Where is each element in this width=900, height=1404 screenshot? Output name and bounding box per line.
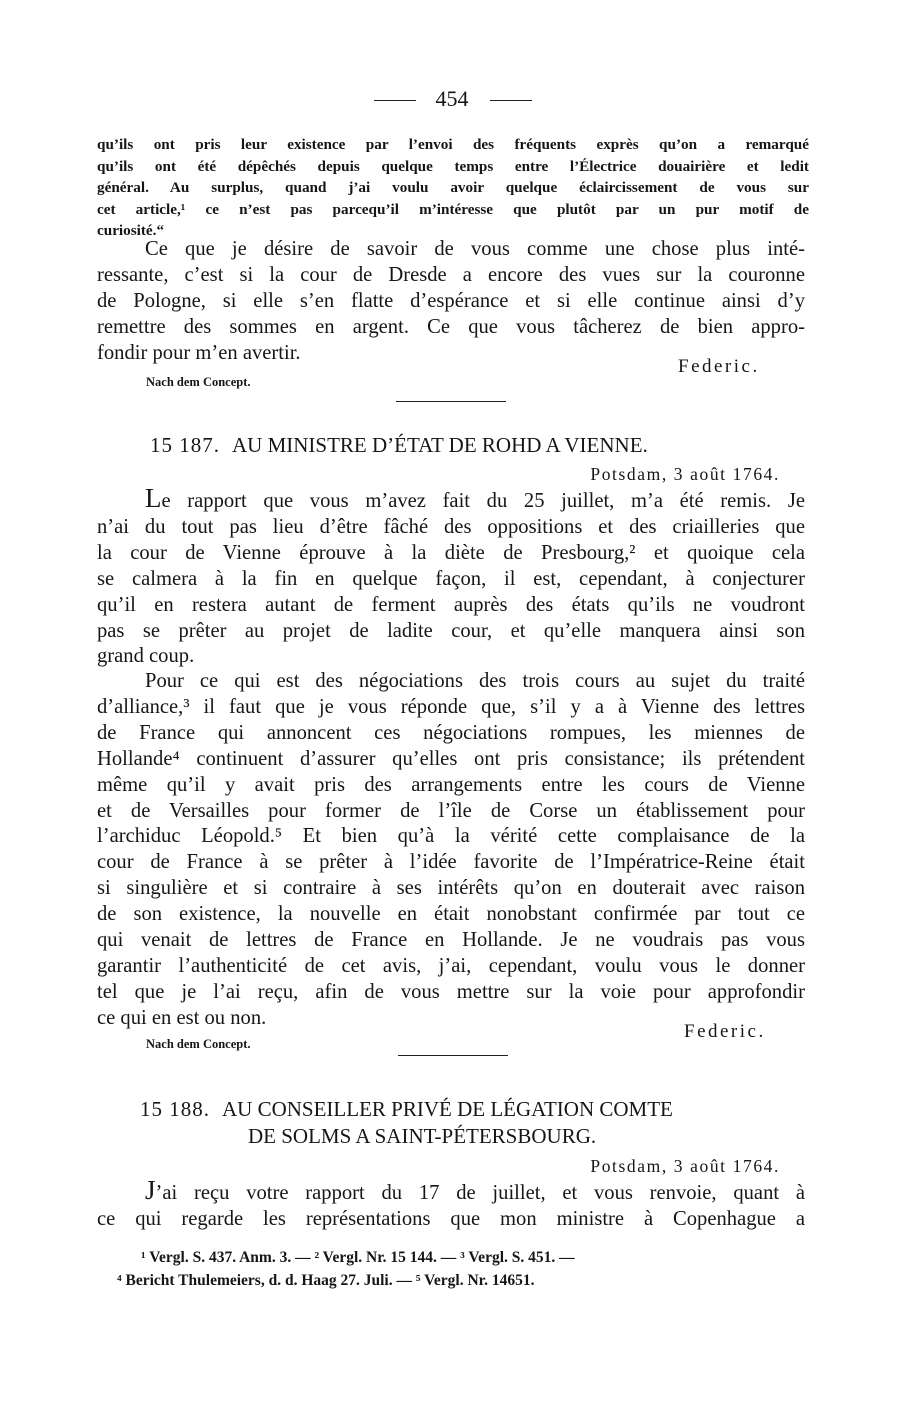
paragraph-line: de son existence, la nouvelle en était nonobstant confirmée par tout ce [97,903,805,926]
continuation-quote [97,134,809,242]
paragraph-line: Pour ce qui est des négociations des trois cours au sujet du traité [145,670,805,692]
paragraph-line: l’archiduc Léopold.⁵ Et bien qu’à la vérité cette complaisance de la [97,825,805,848]
footnote-line: ⁴ Bericht Thulemeiers, d. d. Haag 27. Juli. — ⁵ Vergl. Nr. 14651. [117,1272,535,1289]
signature: Federic. [684,1021,766,1042]
paragraph-line: se calmera à la fin en quelque façon, il est, cependant, à conjecturer [97,567,805,590]
header-rule-right [490,100,532,101]
source-note: Nach dem Concept. [146,1037,251,1051]
paragraph-line: n’ai du tout pas lieu d’être fâché des oppositions et des criailleries que [97,515,805,538]
paragraph-line: Hollande⁴ continuent d’assurer qu’elles ont pris consistance; ils prétendent [97,747,805,770]
paragraph-line: fondir pour m’en avertir. [97,341,301,364]
letter-number: 15 188. [140,1097,210,1121]
quote-line: qu’ils ont été dépêchés depuis quelque temps entre l’Électrice douairière et ledit [97,157,809,175]
initial-letter: L [145,483,162,513]
paragraph-line: Ce que je désire de savoir de vous comme une chose plus inté- [145,238,805,260]
paragraph-line: la cour de Vienne éprouve à la diète de Presbourg,² et quoique cela [97,541,805,564]
source-note: Nach dem Concept. [146,375,251,389]
letter-date: Potsdam, 3 août 1764. [590,1156,780,1176]
paragraph-line: qui venait de lettres de France en Hollande. Je ne voudrais pas vous [97,929,805,952]
footnote-line: ¹ Vergl. S. 437. Anm. 3. — ² Vergl. Nr. 15 144. — ³ Vergl. S. 451. — [141,1249,575,1266]
paragraph-line: ce qui regarde les représentations que mon ministre à Copenhague a [97,1207,805,1230]
quote-line: qu’ils ont pris leur existence par l’envoi des fréquents exprès qu’on a remarqué [97,136,809,153]
paragraph-line: pas se prêter au projet de ladite cour, et qu’elle manquera ainsi son [97,619,805,642]
quote-line: cet article,¹ ce n’est pas parcequ’il m’intéresse que plutôt par un pur motif de [97,200,809,218]
paragraph-line: J’ai reçu votre rapport du 17 de juillet, et vous renvoie, quant à [145,1175,805,1205]
letter-title: AU CONSEILLER PRIVÉ DE LÉGATION COMTE [222,1097,673,1121]
paragraph-line: cour de France à se prêter à l’idée favorite de l’Impératrice-Reine était [97,851,805,874]
quote-line: curiosité.“ [97,222,165,239]
continuation-paragraph [97,237,805,367]
paragraph-line: Le rapport que vous m’avez fait du 25 juillet, m’a été remis. Je [145,483,805,513]
paragraph-line: et de Versailles pour former de l’île de Corse un établissement pour [97,799,805,822]
section-rule [396,401,506,402]
paragraph-line: ce qui en est ou non. [97,1006,267,1029]
paragraph-line: remettre des sommes en argent. Ce que vous tâcherez de bien appro- [97,315,805,338]
letter-heading [150,433,870,458]
letter-title: AU MINISTRE D’ÉTAT DE ROHD A VIENNE. [232,433,648,457]
paragraph-line: d’alliance,³ il faut que je vous réponde que, s’il y a à Vienne des lettres [97,695,805,718]
initial-letter: J [145,1175,156,1205]
letter-heading-line-2: DE SOLMS A SAINT-PÉTERSBOURG. [248,1124,597,1148]
paragraph-line: garantir l’authenticité de cet avis, j’ai, cependant, voulu vous le donner [97,954,805,977]
footnotes [97,1246,809,1292]
paragraph-line: si singulière et si contraire à ses intérêts qu’on en douterait avec raison [97,877,805,900]
paragraph-line: même qu’il y avait pris des arrangements entre les cours de Vienne [97,773,805,796]
letter-paragraph-2 [97,669,805,1032]
paragraph-line: tel que je l’ai reçu, afin de vous mettre sur la voie pour approfondir [97,980,805,1003]
letter-paragraph-1 [97,1175,805,1233]
paragraph-line: grand coup. [97,645,195,668]
section-rule [398,1055,508,1056]
paragraph-line: de Pologne, si elle s’en flatte d’espérance et si elle continue ainsi d’y [97,289,805,312]
letter-date: Potsdam, 3 août 1764. [590,464,780,484]
page-header [0,86,900,116]
letter-paragraph-1 [97,483,805,670]
paragraph-line: ressante, c’est si la cour de Dresde a encore des vues sur la couronne [97,263,805,286]
paragraph-line: de France qui annoncent ces négociations rompues, les miennes de [97,721,805,744]
header-rule-left [374,100,416,101]
quote-line: général. Au surplus, quand j’ai voulu avoir quelque éclaircissement de vous sur [97,179,809,196]
signature: Federic. [678,356,760,377]
letter-number: 15 187. [150,433,220,457]
page-number: 454 [435,86,469,111]
letter-heading [140,1097,860,1122]
paragraph-line: qu’il en restera autant de ferment auprès des états qu’ils ne voudront [97,593,805,616]
